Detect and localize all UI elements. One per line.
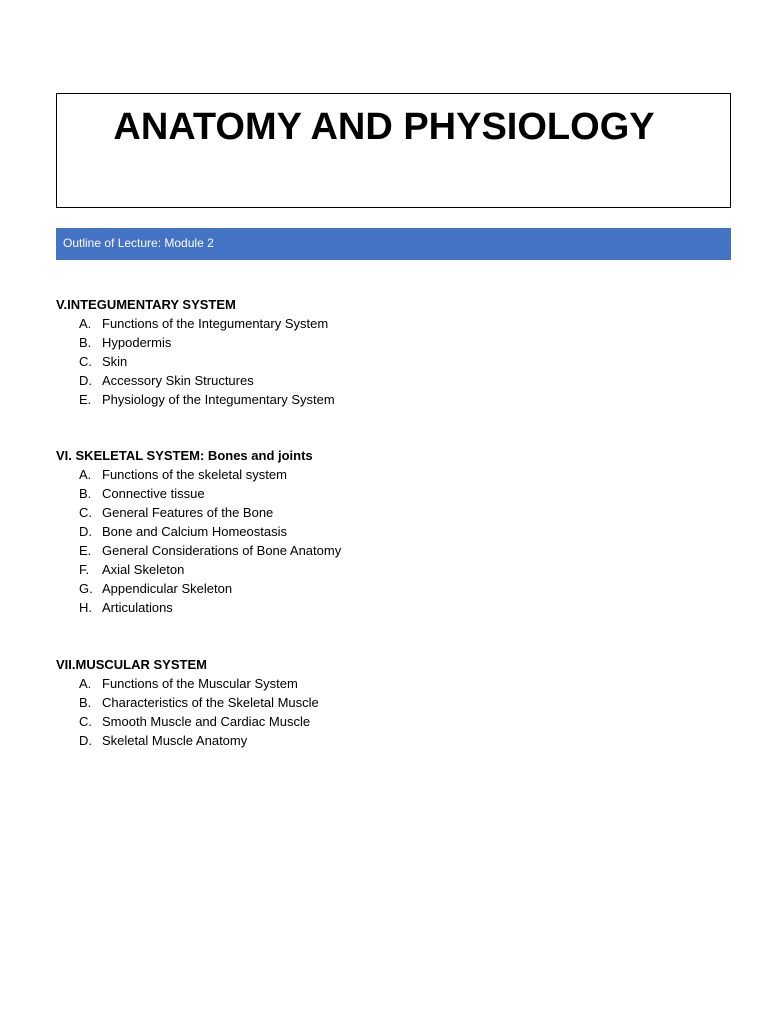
banner-label: Outline of Lecture: Module 2 <box>63 236 214 250</box>
list-item <box>56 467 656 486</box>
item-text: General Features of the Bone <box>102 505 274 520</box>
item-letter: B. <box>79 486 92 501</box>
list-item <box>56 392 656 411</box>
item-text: Axial Skeleton <box>102 562 185 577</box>
item-text: Skin <box>102 354 128 369</box>
item-text: Functions of the skeletal system <box>102 467 287 482</box>
item-letter: D. <box>79 373 92 388</box>
item-letter: A. <box>79 316 92 331</box>
list-item <box>56 600 656 619</box>
item-letter: C. <box>79 714 92 729</box>
section-heading: V.INTEGUMENTARY SYSTEM <box>56 297 236 312</box>
list-item <box>56 581 656 600</box>
list-item <box>56 505 656 524</box>
item-letter: E. <box>79 543 92 558</box>
list-item <box>56 562 656 581</box>
item-text: Accessory Skin Structures <box>102 373 254 388</box>
item-text: General Considerations of Bone Anatomy <box>102 543 342 558</box>
item-letter: B. <box>79 695 92 710</box>
item-text: Skeletal Muscle Anatomy <box>102 733 248 748</box>
item-letter: H. <box>79 600 92 615</box>
section-integumentary <box>56 297 656 411</box>
list-item <box>56 335 656 354</box>
item-text: Functions of the Muscular System <box>102 676 298 691</box>
item-text: Physiology of the Integumentary System <box>102 392 335 407</box>
item-text: Bone and Calcium Homeostasis <box>102 524 287 539</box>
document-title: ANATOMY AND PHYSIOLOGY <box>113 106 655 148</box>
list-item <box>56 676 656 695</box>
section-muscular <box>56 657 656 752</box>
list-item <box>56 524 656 543</box>
item-text: Functions of the Integumentary System <box>102 316 329 331</box>
item-letter: A. <box>79 467 92 482</box>
item-letter: E. <box>79 392 92 407</box>
list-item <box>56 714 656 733</box>
item-letter: B. <box>79 335 92 350</box>
item-letter: C. <box>79 354 92 369</box>
list-item <box>56 543 656 562</box>
list-item <box>56 733 656 752</box>
item-letter: F. <box>79 562 90 577</box>
item-letter: D. <box>79 733 92 748</box>
item-letter: A. <box>79 676 92 691</box>
list-item <box>56 354 656 373</box>
outline-banner <box>56 228 731 260</box>
list-item <box>56 695 656 714</box>
item-text: Connective tissue <box>102 486 205 501</box>
list-item <box>56 373 656 392</box>
item-text: Hypodermis <box>102 335 172 350</box>
list-item <box>56 316 656 335</box>
item-letter: D. <box>79 524 92 539</box>
section-heading: VI. SKELETAL SYSTEM: Bones and joints <box>56 448 313 463</box>
item-text: Articulations <box>102 600 173 615</box>
item-text: Characteristics of the Skeletal Muscle <box>102 695 319 710</box>
list-item <box>56 486 656 505</box>
item-text: Appendicular Skeleton <box>102 581 233 596</box>
item-letter: G. <box>79 581 93 596</box>
section-heading: VII.MUSCULAR SYSTEM <box>56 657 207 672</box>
item-letter: C. <box>79 505 92 520</box>
section-skeletal <box>56 448 656 619</box>
item-text: Smooth Muscle and Cardiac Muscle <box>102 714 311 729</box>
